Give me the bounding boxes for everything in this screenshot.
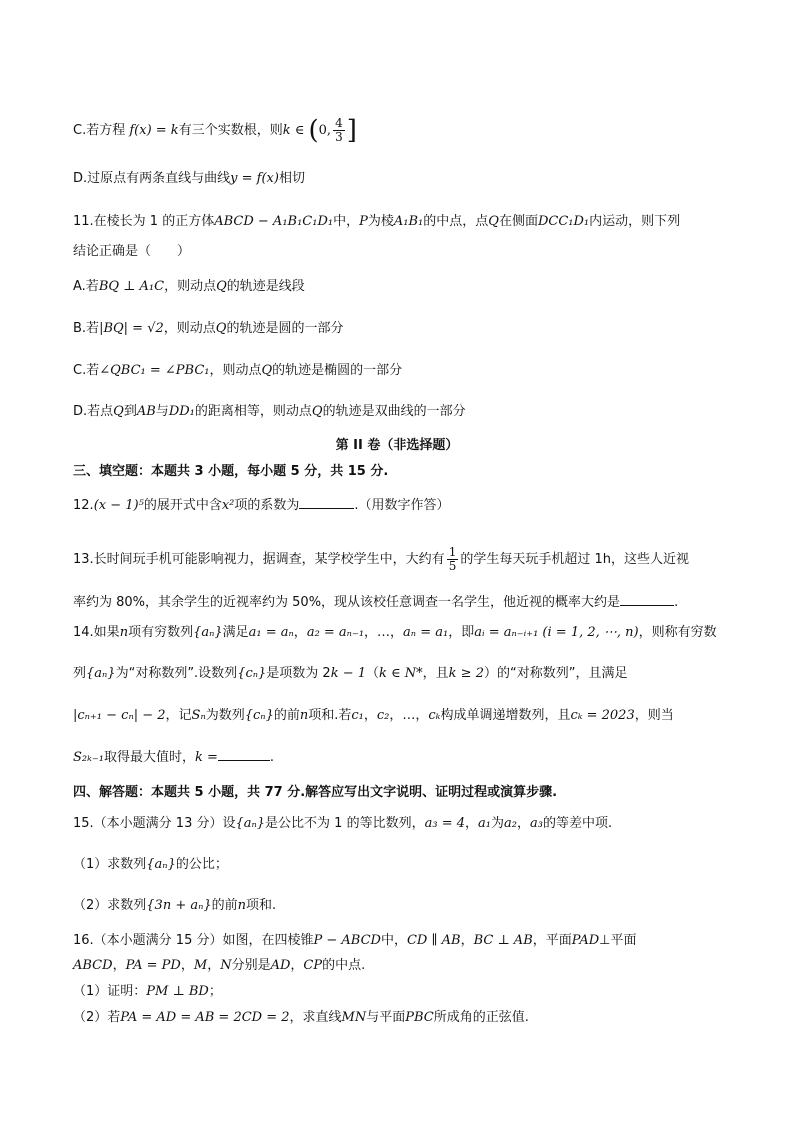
text: 的等差中项.: [542, 816, 613, 831]
math: {aₙ}: [146, 857, 176, 872]
q14-line3: [73, 707, 674, 725]
fraction: [447, 546, 459, 573]
math: a₂ = aₙ₋₁: [306, 625, 365, 640]
q14-line1: [73, 624, 717, 642]
text: ，平面: [532, 933, 572, 948]
math: aₙ = a₁: [403, 625, 449, 640]
text: 的轨迹是线段: [226, 279, 305, 294]
text: （2）求数列: [73, 898, 147, 913]
text: ；: [208, 984, 222, 999]
frac-den: 5: [448, 559, 457, 573]
answer-blank[interactable]: [218, 748, 270, 761]
frac-den: 3: [335, 130, 343, 144]
text: （2）若: [73, 1010, 121, 1025]
text: （1）证明：: [73, 984, 147, 999]
text: 的距离相等，则动点: [194, 404, 312, 419]
math: PBC: [405, 1010, 434, 1025]
math: a₃ = 4: [424, 816, 465, 831]
text: 项有穷数列: [128, 625, 194, 640]
math: ∠QBC₁ = ∠PBC₁: [99, 363, 210, 378]
text: ，: [516, 816, 530, 831]
text: ，且: [422, 666, 449, 681]
text: 的轨迹是椭圆的一部分: [272, 363, 403, 378]
math: BC ⊥ AB: [473, 933, 533, 948]
math: PM ⊥ BD: [146, 984, 209, 999]
text: 有三个实数根，则: [178, 123, 283, 138]
text: .: [674, 595, 679, 610]
text: ，: [290, 958, 304, 973]
q11-stem-line1: [73, 213, 680, 231]
text: ，: [460, 933, 474, 948]
q16-part2: [73, 1009, 529, 1027]
text: 12.: [73, 498, 94, 513]
q12: [73, 496, 450, 515]
math: ABCD: [73, 958, 113, 973]
text: ，…，: [364, 625, 404, 640]
text: ，则当: [634, 708, 674, 723]
math: P − ABCD: [313, 933, 381, 948]
text: C.若方程: [73, 123, 126, 138]
text: 是公比不为 1 的等比数列，: [265, 816, 425, 831]
math: n: [237, 898, 247, 913]
math: cₖ = 2023: [570, 708, 635, 723]
text: 到: [123, 404, 137, 419]
math: N: [220, 958, 232, 973]
fraction: [333, 117, 345, 144]
math: (x − 1)⁵: [93, 498, 144, 513]
math: CP: [303, 958, 323, 973]
text: ，: [293, 625, 307, 640]
answer-blank[interactable]: [299, 496, 354, 509]
math: PA = PD: [125, 958, 181, 973]
text: 的前: [211, 898, 238, 913]
text: ）的“对称数列”，且满足: [483, 666, 628, 681]
text: .: [269, 750, 274, 765]
math: DD₁: [168, 404, 195, 419]
text: 取得最大值时，: [103, 750, 195, 765]
section4-heading: 四、解答题：本题共 5 小题，共 77 分.解答应写出文字说明、证明过程或演算步骤.: [73, 785, 558, 800]
section3-heading: 三、填空题：本题共 3 小题，每小题 5 分，共 15 分.: [73, 464, 389, 479]
q14-line4: [73, 748, 274, 767]
math: {3n + aₙ}: [146, 898, 212, 913]
text: 的中点.: [322, 958, 366, 973]
math: {aₙ}: [235, 816, 266, 831]
frac-num: 1: [448, 545, 457, 559]
q16-part1: [73, 983, 222, 1001]
math: P: [359, 214, 368, 229]
text: D.若点: [73, 404, 114, 419]
text: 的轨迹是圆的一部分: [226, 321, 344, 336]
text: ，则动点: [163, 321, 216, 336]
math: PAD: [571, 933, 600, 948]
text: （: [366, 666, 380, 681]
math: c₂: [376, 708, 390, 723]
text: ，记: [165, 708, 192, 723]
frac-num: 4: [335, 116, 343, 130]
q13-line2: [73, 593, 678, 612]
text: 构成单调递增数列，且: [440, 708, 571, 723]
math: a₃: [529, 816, 543, 831]
q11-option-c: [73, 362, 402, 380]
math: y = f(x): [230, 171, 279, 186]
text: ，则动点: [164, 279, 217, 294]
text: 的公比；: [175, 857, 228, 872]
q14-line2: [73, 665, 627, 683]
math: f(x) = k: [129, 123, 179, 138]
text: 13.长时间玩手机可能影响视力，据调查，某学校学生中，大约有: [73, 552, 445, 567]
math: CD ∥ AB: [406, 933, 461, 948]
math: n: [119, 625, 129, 640]
text: 项和.若: [308, 708, 352, 723]
text: 相切: [278, 171, 305, 186]
text: .（用数字作答）: [354, 498, 450, 513]
math: Q: [488, 214, 499, 229]
q10-option-d: [73, 170, 305, 188]
math: k ∈: [282, 123, 305, 138]
text: 11.在棱长为 1 的正方体: [73, 214, 215, 229]
q15-stem: [73, 815, 612, 833]
q11-option-b: [73, 320, 343, 338]
text: ，: [363, 708, 377, 723]
text: （1）求数列: [73, 857, 147, 872]
q16-stem-line2: [73, 957, 365, 975]
q11-option-a: [73, 278, 305, 296]
text: 与: [155, 404, 169, 419]
text: 的展开式中含: [143, 498, 222, 513]
math: AB: [136, 404, 156, 419]
math: {cₙ}: [244, 708, 274, 723]
math: a₂: [503, 816, 517, 831]
interval: (0, $\frac{4}{3}$ ]: [308, 115, 357, 146]
math: k =: [194, 750, 218, 765]
text: 16.（本小题满分 15 分）如图，在四棱锥: [73, 933, 314, 948]
text: C.若: [73, 363, 100, 378]
text: 列: [73, 666, 87, 681]
math: AD: [270, 958, 291, 973]
text: 是项数为 2: [266, 666, 331, 681]
text: D.过原点有两条直线与曲线: [73, 171, 231, 186]
math: Q: [311, 404, 323, 419]
q11-option-d: [73, 403, 466, 421]
text: ，求直线: [289, 1010, 342, 1025]
math: {aₙ}: [86, 666, 116, 681]
answer-blank[interactable]: [620, 593, 674, 606]
text: 与平面: [366, 1010, 406, 1025]
text: ，: [464, 816, 478, 831]
math: cₖ: [428, 708, 441, 723]
text: 项的系数为: [234, 498, 300, 513]
text: 14.如果: [73, 625, 120, 640]
text: ，: [112, 958, 126, 973]
math: Q: [215, 321, 227, 336]
text: ，…，: [389, 708, 429, 723]
math: MN: [341, 1010, 367, 1025]
math: DCC₁D₁: [537, 214, 590, 229]
text: 率约为 80%，其余学生的近视率约为 50%，现从该校任意调查一名学生，他近视的概率大约是: [73, 595, 621, 610]
math: S₂ₖ₋₁: [73, 750, 104, 765]
part2-title: 第 II 卷（非选择题）: [335, 438, 459, 453]
text: 分别是: [231, 958, 271, 973]
math: {cₙ}: [237, 666, 267, 681]
text: ，即: [448, 625, 475, 640]
math: n: [299, 708, 309, 723]
math: Sₙ: [191, 708, 206, 723]
text: 中，: [333, 214, 360, 229]
text: 的中点，点: [423, 214, 489, 229]
math: k − 1: [330, 666, 366, 681]
math: a₁: [478, 816, 491, 831]
math: x²: [221, 498, 235, 513]
q15-part1: [73, 856, 228, 874]
text: B.若: [73, 321, 100, 336]
math: Q: [216, 279, 227, 294]
math: aᵢ = aₙ₋ᵢ₊₁ (i = 1, 2, ⋯, n): [474, 625, 639, 640]
math: Q: [261, 363, 273, 378]
math: PA = AD = AB = 2CD = 2: [120, 1010, 290, 1025]
math: c₁: [351, 708, 364, 723]
math: M: [193, 958, 208, 973]
interval-lower: 0: [318, 123, 327, 138]
math: Q: [113, 404, 124, 419]
math: |cₙ₊₁ − cₙ| − 2: [73, 708, 166, 723]
text: ，则称有穷数: [638, 625, 717, 640]
q15-part2: [73, 897, 276, 915]
math: BQ ⊥ A₁C: [98, 279, 165, 294]
text: ⊥平面: [599, 933, 637, 948]
text: ，则动点: [209, 363, 262, 378]
text: 15.（本小题满分 13 分）设: [73, 816, 236, 831]
text: 为“对称数列”.设数列: [115, 666, 238, 681]
text: A.若: [73, 279, 99, 294]
math: k ≥ 2: [448, 666, 484, 681]
text: ，: [180, 958, 194, 973]
text: 满足: [222, 625, 249, 640]
math: {aₙ}: [193, 625, 223, 640]
text: 中，: [380, 933, 407, 948]
math: |BQ| = √2: [99, 321, 164, 336]
q11-stem-line2: 结论正确是（ ）: [73, 244, 191, 259]
text: 项和.: [246, 898, 277, 913]
math: k ∈ N*: [379, 666, 423, 681]
math: A₁B₁: [393, 214, 424, 229]
text: 为数列: [205, 708, 245, 723]
text: 为: [490, 816, 504, 831]
text: 的前: [273, 708, 300, 723]
q13-line1: [73, 546, 689, 573]
math: a₁ = aₙ: [248, 625, 294, 640]
text: 内运动，则下列: [589, 214, 681, 229]
q16-stem-line1: [73, 932, 636, 950]
text: 的学生每天玩手机超过 1h，这些人近视: [460, 552, 689, 567]
text: 所成角的正弦值.: [433, 1010, 529, 1025]
text: 为棱: [367, 214, 394, 229]
q10-option-c: [73, 117, 357, 144]
text: ，: [207, 958, 221, 973]
text: 的轨迹是双曲线的一部分: [322, 404, 466, 419]
math: ABCD − A₁B₁C₁D₁: [214, 214, 334, 229]
text: 在侧面: [498, 214, 538, 229]
